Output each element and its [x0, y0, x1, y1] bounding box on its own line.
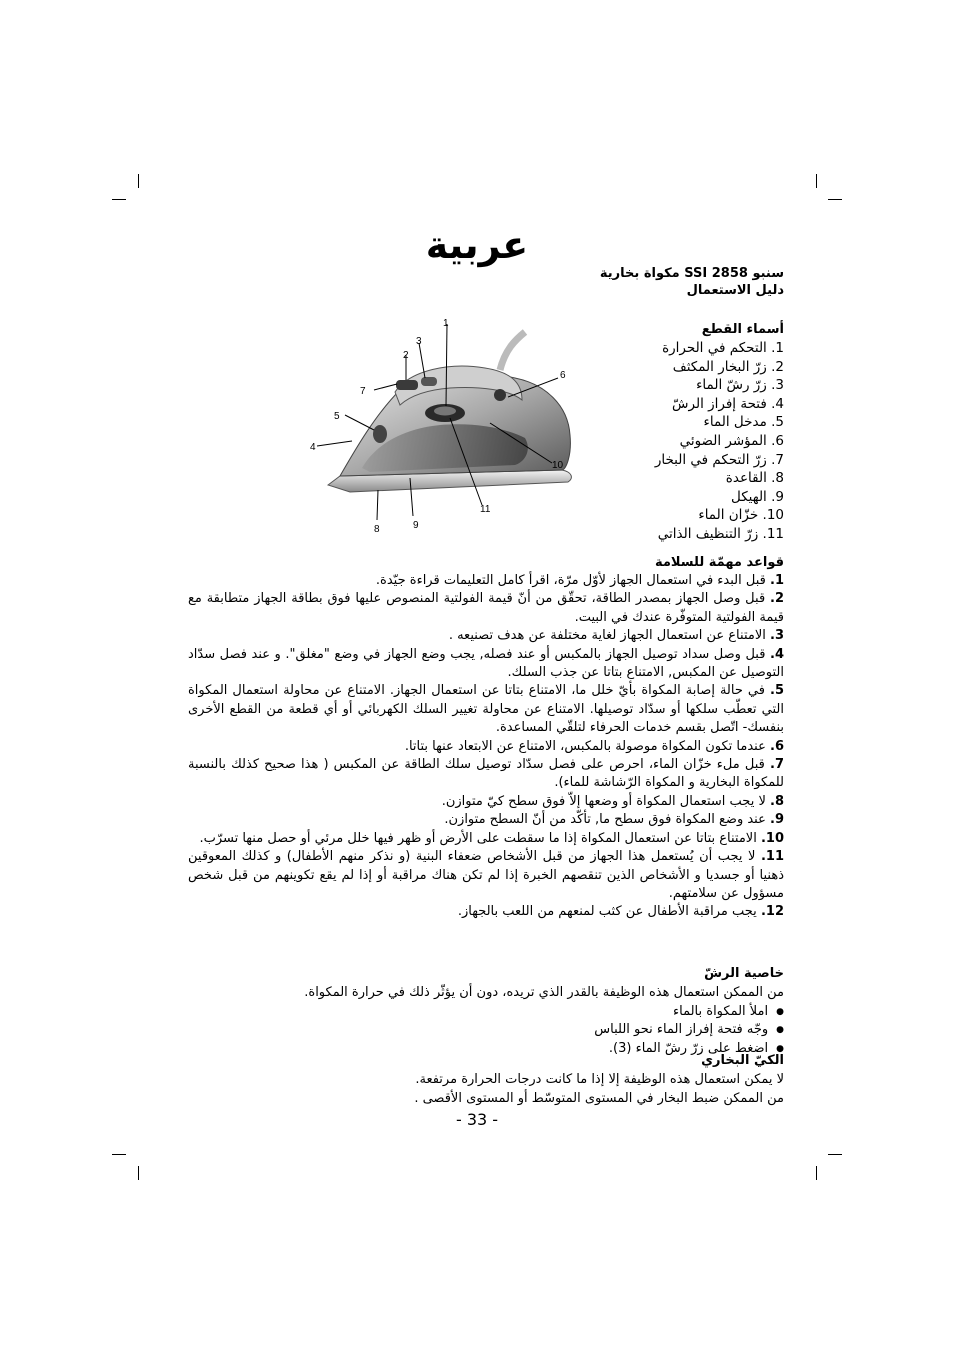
crop-mark-top-right-h — [828, 199, 842, 200]
safety-item: 8. لا يجب استعمال المكواة أو وضعها إلاّ فوق سطح كيّ متوازن. — [441, 793, 784, 809]
crop-mark-bottom-right-v — [816, 1166, 817, 1180]
parts-list — [584, 339, 784, 544]
figure-label: 2 — [403, 350, 409, 361]
safety-item: 7. قبل ملء خزّان الماء، احرص على فصل سدّاد توصيل سلك الطاقة عن المكبس ( هذا صحيح كذلك بالنسبة للمكواة البخارية و المكواة الرّشاشة للماء). — [188, 757, 784, 791]
figure-label: 9 — [413, 520, 419, 531]
parts-item: 9. الهيكل — [730, 488, 784, 505]
safety-item: 4. قبل وصل سداد توصيل الجهاز بالمكبس أو عند فصله, يجب وضع الجهاز في وضع "مغلق". و عند فصل سدّاد التوصيل عن المكبس, الامتناع بتاتا عن جذب السلك. — [188, 646, 784, 681]
safety-item: 3. الامتناع عن استعمال الجهاز لغاية مختلفة عن هدف تصنيعه . — [448, 628, 784, 644]
figure-label: 8 — [374, 524, 380, 535]
crop-mark-bottom-left-v — [138, 1166, 139, 1180]
figure-label: 4 — [310, 442, 316, 453]
steam-heading: الكيّ البخاري — [701, 1053, 784, 1068]
safety-heading: قواعد مهمّة للسلامة — [654, 555, 784, 570]
spray-button-icon — [421, 377, 437, 386]
figure-label: 7 — [360, 386, 366, 397]
safety-item: 9. عند وضع المكواة فوق سطح ما, تأكّد من أنّ السطح متوازن. — [444, 812, 784, 828]
safety-item: 6. عندما تكون المكواة موصولة بالمكبس، الامتناع عن الابتعاد عنها بتاتا. — [404, 738, 784, 754]
indicator-light-icon — [494, 389, 506, 401]
safety-item: 12. يجب مراقبة الأطفال عن كثب لمنعهم من اللعب بالجهاز. — [457, 904, 784, 920]
figure-label: 10 — [552, 460, 564, 471]
water-inlet-icon — [373, 425, 387, 443]
parts-item: 4. فتحة إفراز الرشّ — [672, 395, 784, 412]
bullet-item: ● املأ المكواة بالماء — [594, 1003, 784, 1021]
parts-item: 1. التحكم في الحرارة — [662, 340, 784, 356]
safety-item: 10. الامتناع بتاتا عن استعمال المكواة إذا ما سقطت على الأرض أو ظهر فيها خلل مرئي أو حصل منها تسرّب. — [199, 830, 784, 846]
safety-list — [188, 572, 784, 922]
crop-mark-top-right-v — [816, 174, 817, 188]
parts-item: 6. المؤشر الضوئي — [679, 432, 784, 449]
safety-item: 1. قبل البدء في استعمال الجهاز لأوّل مرّة، اقرأ كامل التعليمات قراءة جيّدة. — [375, 573, 784, 588]
figure-label: 5 — [334, 411, 340, 422]
bullet-item: ● وجّه فتحة إفراز الماء نحو اللباس — [594, 1021, 784, 1039]
bullet-item: ● اضغط على زرّ رشّ الماء (3). — [594, 1040, 784, 1058]
figure-label: 11 — [480, 504, 491, 515]
crop-mark-bottom-left-h — [112, 1154, 126, 1155]
parts-item: 7. زرّ التحكم في البخار — [654, 451, 784, 468]
parts-item: 11. زرّ التنظيف الذاتي — [657, 525, 784, 542]
model-line: سنبو SSI 2858 مكواة بخارية — [599, 266, 784, 281]
parts-item: 3. زرّ رشّ الماء — [696, 377, 784, 394]
safety-item: 11. لا يجب أن يُستعمل هذا الجهاز من قبل الأشخاص ضعفاء البنية (و نذكر منهم الأطفال) و كذلك المعوقين ذهنيا أو جسديا و الأشخاص الذين تنقصهم الخبرة إذا لم تكن هناك مراقبة أو إذا لم يقع تكوينهم من قبل شخص مسؤول عن سلامتهم. — [188, 849, 784, 901]
crop-mark-top-left-v — [138, 174, 139, 188]
page-number: - 33 - — [455, 1110, 499, 1129]
figure-label: 3 — [416, 336, 422, 347]
parts-item: 2. زرّ البخار المكثف — [672, 358, 784, 375]
power-cord-icon — [500, 332, 525, 370]
spray-bullets — [594, 1003, 784, 1058]
steam-burst-button-icon — [396, 380, 418, 390]
spray-text: من الممكن استعمال هذه الوظيفة بالقدر الذي تريده، دون أن يؤثّر ذلك في حرارة المكواة. — [304, 985, 784, 1000]
parts-heading: أسماء القطع — [701, 322, 784, 337]
manual-line: دليل الاستعمال — [686, 283, 784, 298]
safety-item: 5. في حالة إصابة المكواة بأيّ خلل ما، الامتناع بتاتا عن استعمال الجهاز. الامتناع عن محاولة استعمال المكواة التي تعطّب سلكها أو سدّاد توصيلها. الامتناع عن محاولة تغيير السلك الكهربائي أو أي قطعة من القطع الأخرى بنفسك- اتّصل بقسم خدمات الحرفاء لتلقّي المساعدة. — [188, 683, 784, 736]
steam-iron-illustration — [300, 310, 590, 540]
parts-item: 8. القاعدة — [725, 470, 784, 487]
figure-label: 6 — [560, 370, 566, 381]
figure-label: 1 — [443, 318, 449, 329]
page-title: عربية — [425, 223, 529, 267]
parts-item: 10. خزّان الماء — [698, 507, 784, 524]
spray-heading: خاصية الرشّ — [704, 966, 784, 981]
steam-line: من الممكن ضبط البخار في المستوى المتوسّط أو المستوى الأقصى . — [414, 1091, 784, 1106]
safety-item: 2. قبل وصل الجهاز بمصدر الطاقة، تحقّق من أنّ قيمة الفولتية المنصوص عليها فوق بطاقة الجهاز متطابقة مع قيمة الفولتية المتوفّرة عندك في البيت. — [188, 591, 784, 625]
crop-mark-top-left-h — [112, 199, 126, 200]
steam-line: لا يمكن استعمال هذه الوظيفة إلا إذا ما كانت درجات الحرارة مرتفعة. — [415, 1072, 784, 1087]
parts-item: 5. مدخل الماء — [703, 414, 784, 431]
crop-mark-bottom-right-h — [828, 1154, 842, 1155]
